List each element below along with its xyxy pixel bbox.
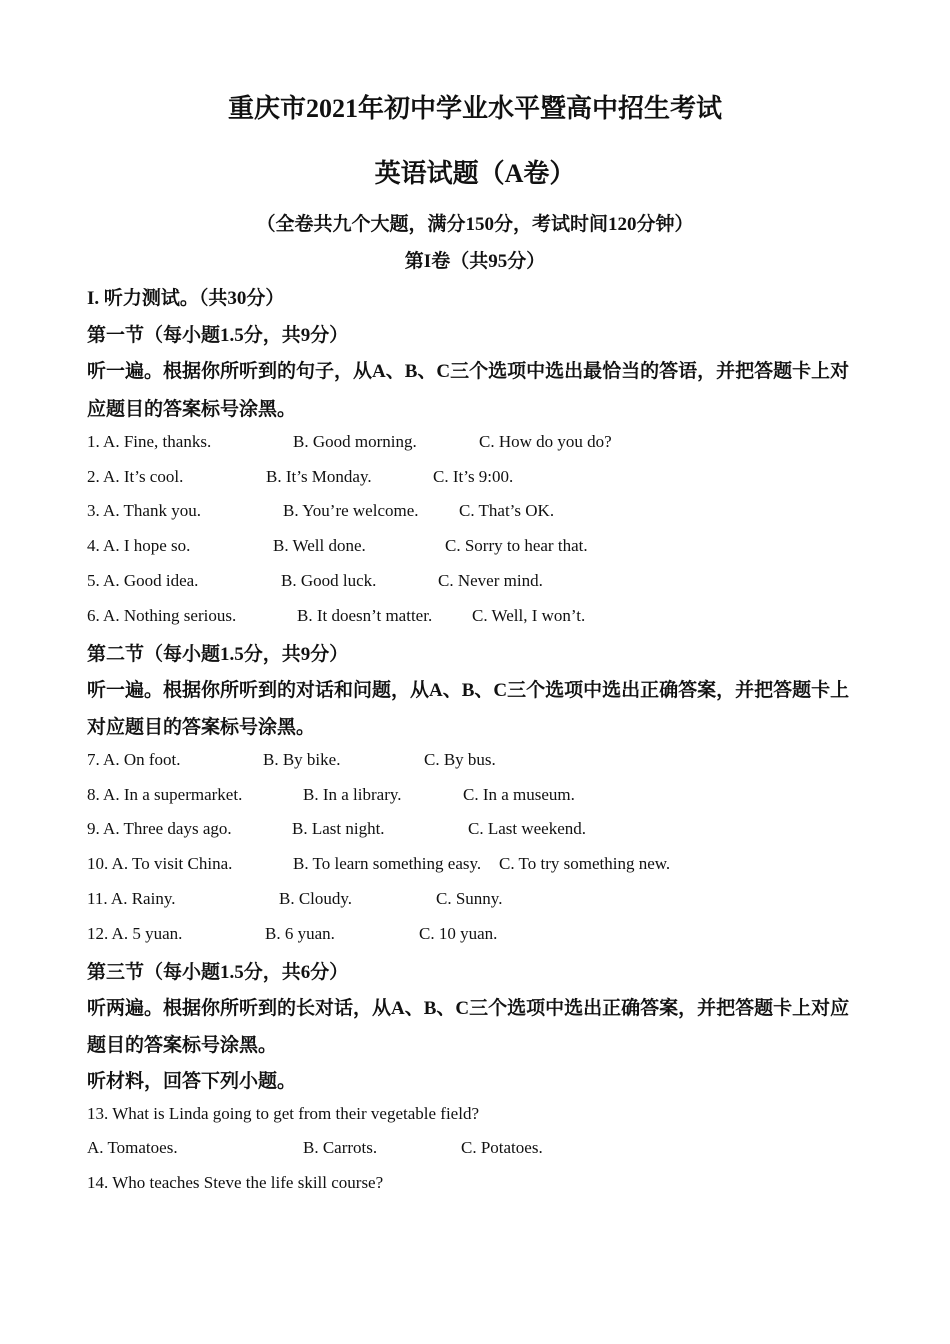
option-b: B. To learn something easy. [293, 854, 482, 873]
option-b: B. You’re welcome. [283, 501, 419, 520]
option-a: 11. A. Rainy. [87, 889, 176, 908]
option-c: C. Well, I won’t. [472, 606, 586, 625]
section1-heading: 第一节（每小题1.5分，共9分） [87, 325, 349, 346]
option-a: A. Tomatoes. [87, 1138, 178, 1157]
option-c: C. Sorry to hear that. [445, 536, 588, 555]
section1-instruction-line2: 应题目的答案标号涂黑。 [87, 399, 297, 420]
option-b: B. Good morning. [293, 432, 417, 451]
option-b: B. Cloudy. [279, 889, 353, 908]
option-b: B. In a library. [303, 785, 402, 804]
option-b: B. Well done. [273, 536, 366, 555]
option-a: 8. A. In a supermarket. [87, 785, 243, 804]
option-c: C. Never mind. [438, 571, 543, 590]
paper-title: 英语试题（A卷） [374, 159, 576, 188]
material-note: 听材料，回答下列小题。 [87, 1071, 297, 1092]
question-14: 14. Who teaches Steve the life skill course? [87, 1173, 384, 1192]
option-b: B. By bike. [263, 750, 341, 769]
option-b: B. It doesn’t matter. [297, 606, 433, 625]
option-c: C. Potatoes. [461, 1138, 543, 1157]
option-a: 6. A. Nothing serious. [87, 606, 237, 625]
section2-instruction-line1: 听一遍。根据你所听到的对话和问题，从A、B、C三个选项中选出正确答案，并把答题卡上 [87, 680, 850, 701]
option-c: C. How do you do? [479, 432, 612, 451]
option-c: C. Sunny. [436, 889, 503, 908]
option-a: 2. A. It’s cool. [87, 467, 184, 486]
part1-heading: I. 听力测试。（共30分） [87, 288, 285, 309]
exam-title: 重庆市2021年初中学业水平暨高中招生考试 [227, 94, 722, 123]
option-b: B. 6 yuan. [265, 924, 335, 943]
option-b: B. Carrots. [303, 1138, 378, 1157]
option-b: B. Good luck. [281, 571, 377, 590]
option-a: 1. A. Fine, thanks. [87, 432, 212, 451]
option-c: C. To try something new. [499, 854, 671, 873]
option-a: 5. A. Good idea. [87, 571, 199, 590]
volume-heading: 第I卷（共95分） [404, 251, 546, 272]
question-13: 13. What is Linda going to get from their vegetable field? [87, 1104, 479, 1123]
option-b: B. It’s Monday. [266, 467, 372, 486]
section2-instruction-line2: 对应题目的答案标号涂黑。 [87, 717, 316, 738]
option-c: C. 10 yuan. [419, 924, 498, 943]
option-a: 4. A. I hope so. [87, 536, 191, 555]
option-a: 7. A. On foot. [87, 750, 181, 769]
option-c: C. In a museum. [463, 785, 575, 804]
option-a: 12. A. 5 yuan. [87, 924, 183, 943]
section3-heading: 第三节（每小题1.5分，共6分） [87, 962, 349, 983]
option-c: C. By bus. [424, 750, 496, 769]
section2-heading: 第二节（每小题1.5分，共9分） [87, 644, 349, 665]
option-c: C. It’s 9:00. [433, 467, 514, 486]
option-c: C. That’s OK. [459, 501, 555, 520]
section3-instruction-line2: 题目的答案标号涂黑。 [87, 1035, 278, 1056]
option-c: C. Last weekend. [468, 819, 587, 838]
option-b: B. Last night. [292, 819, 385, 838]
option-a: 9. A. Three days ago. [87, 819, 232, 838]
section3-instruction-line1: 听两遍。根据你所听到的长对话，从A、B、C三个选项中选出正确答案，并把答题卡上对应 [87, 998, 850, 1019]
option-a: 10. A. To visit China. [87, 854, 233, 873]
section1-instruction-line1: 听一遍。根据你所听到的句子，从A、B、C三个选项中选出最恰当的答语，并把答题卡上对 [87, 361, 850, 382]
exam-note: （全卷共九个大题，满分150分，考试时间120分钟） [256, 214, 694, 235]
option-a: 3. A. Thank you. [87, 501, 201, 520]
